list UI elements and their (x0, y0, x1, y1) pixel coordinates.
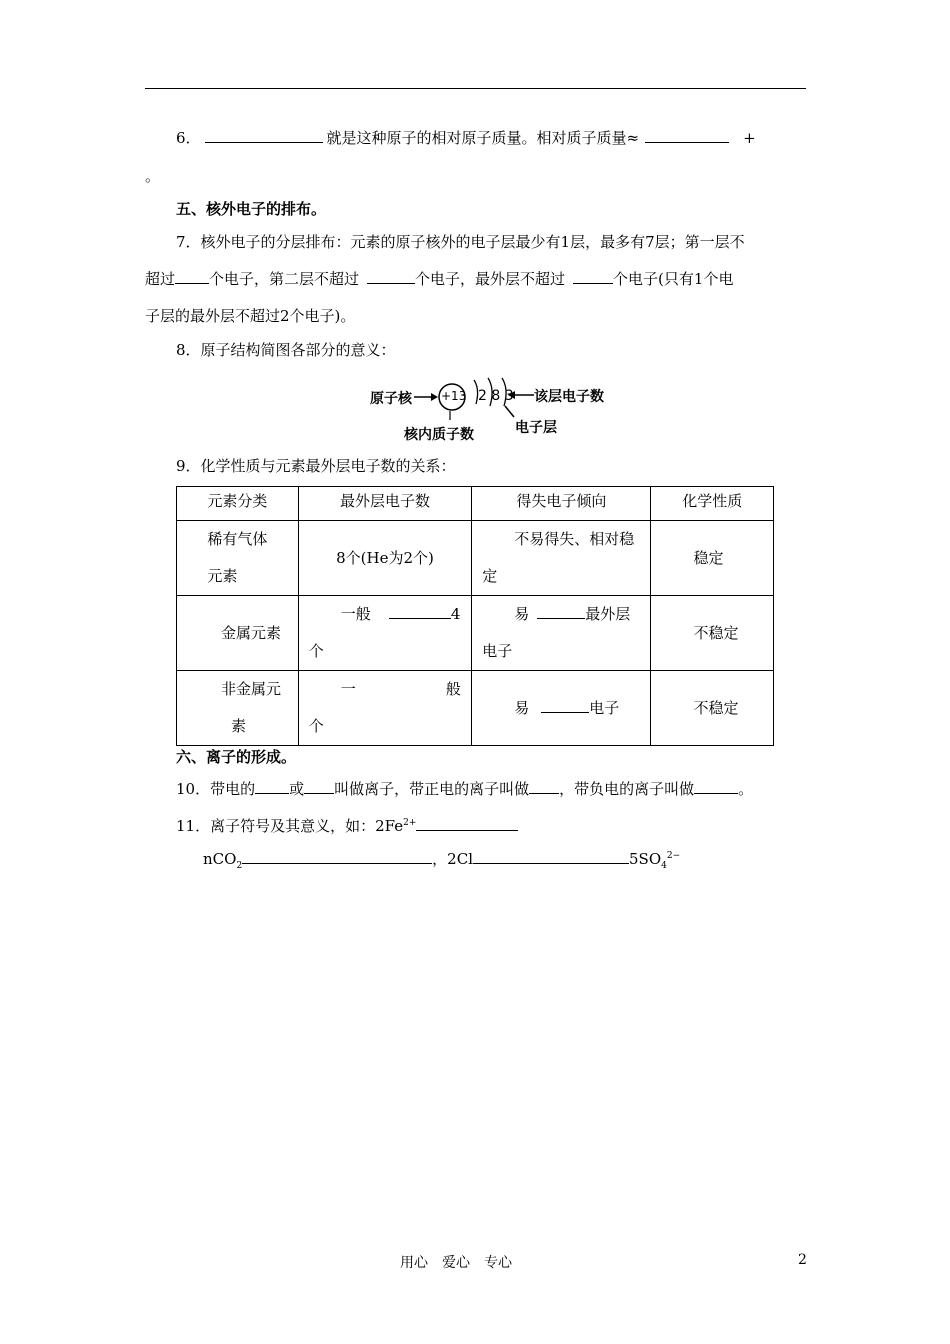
question-8: 8．原子结构简图各部分的意义： (176, 341, 396, 359)
question-6-end: 。 (145, 167, 161, 185)
question-7-line2: 超过 个电子，第二层不超过 个电子，最外层不超过 个电子(只有1个电 (145, 270, 734, 288)
nucleus-label: 原子核 (370, 391, 412, 407)
nucleus-value: +13 (441, 389, 467, 403)
footer-motto: 用心 爱心 专心 (400, 1255, 512, 1271)
header-rule (145, 88, 806, 89)
table-row (177, 596, 774, 671)
atom-structure-diagram (368, 374, 618, 444)
table-cell: 金属元素 (177, 596, 299, 671)
question-11-line2: nCO$_2$ ，2Cl $5SO_4^{2-}$ (203, 850, 681, 871)
table-cell: 8个(He为2个) (298, 521, 471, 596)
shell-electrons-label: 该层电子数 (534, 389, 604, 405)
question-9: 9．化学性质与元素最外层电子数的关系： (176, 457, 456, 475)
question-7-line3: 子层的最外层不超过2个电子)。 (145, 307, 356, 325)
question-11: 11．离子符号及其意义，如：$2Fe^{2+}$ (176, 813, 518, 836)
table-cell: 非金属元 素 (177, 671, 299, 746)
question-6: 6． 就是这种原子的相对原子质量。相对质子质量≈ + (176, 129, 756, 147)
table-cell: 一般 4 个 (298, 596, 471, 671)
table-cell: 不稳定 (651, 671, 774, 746)
header-cell: 最外层电子数 (298, 487, 471, 521)
header-cell: 得失电子倾向 (472, 487, 651, 521)
page-number: 2 (798, 1252, 807, 1268)
section-6-heading: 六、离子的形成。 (176, 748, 297, 766)
question-7-line1: 7．核外电子的分层排布：元素的原子核外的电子层最少有1层，最多有7层；第一层不 (176, 233, 745, 251)
table-cell: 易 最外层 电子 (472, 596, 651, 671)
table-row (177, 671, 774, 746)
table-cell: 不稳定 (651, 596, 774, 671)
shell-electron-counts: 2 8 3 (478, 388, 514, 404)
element-properties-table (176, 486, 774, 746)
question-10: 10．带电的 或 叫做离子，带正电的离子叫做 ，带负电的离子叫做 。 (176, 780, 754, 798)
header-cell: 化学性质 (651, 487, 774, 521)
table-cell: 稀有气体 元素 (177, 521, 299, 596)
section-5-heading: 五、核外电子的排布。 (176, 200, 327, 218)
header-cell: 元素分类 (177, 487, 299, 521)
electron-layer-label: 电子层 (515, 420, 557, 436)
table-cell: 稳定 (651, 521, 774, 596)
proton-count-label: 核内质子数 (404, 427, 474, 443)
table-cell: 一 般 个 (298, 671, 471, 746)
table-cell: 不易得失、相对稳 定 (472, 521, 651, 596)
table-cell: 易 电子 (472, 671, 651, 746)
table-header-row (177, 487, 774, 521)
table-row (177, 521, 774, 596)
